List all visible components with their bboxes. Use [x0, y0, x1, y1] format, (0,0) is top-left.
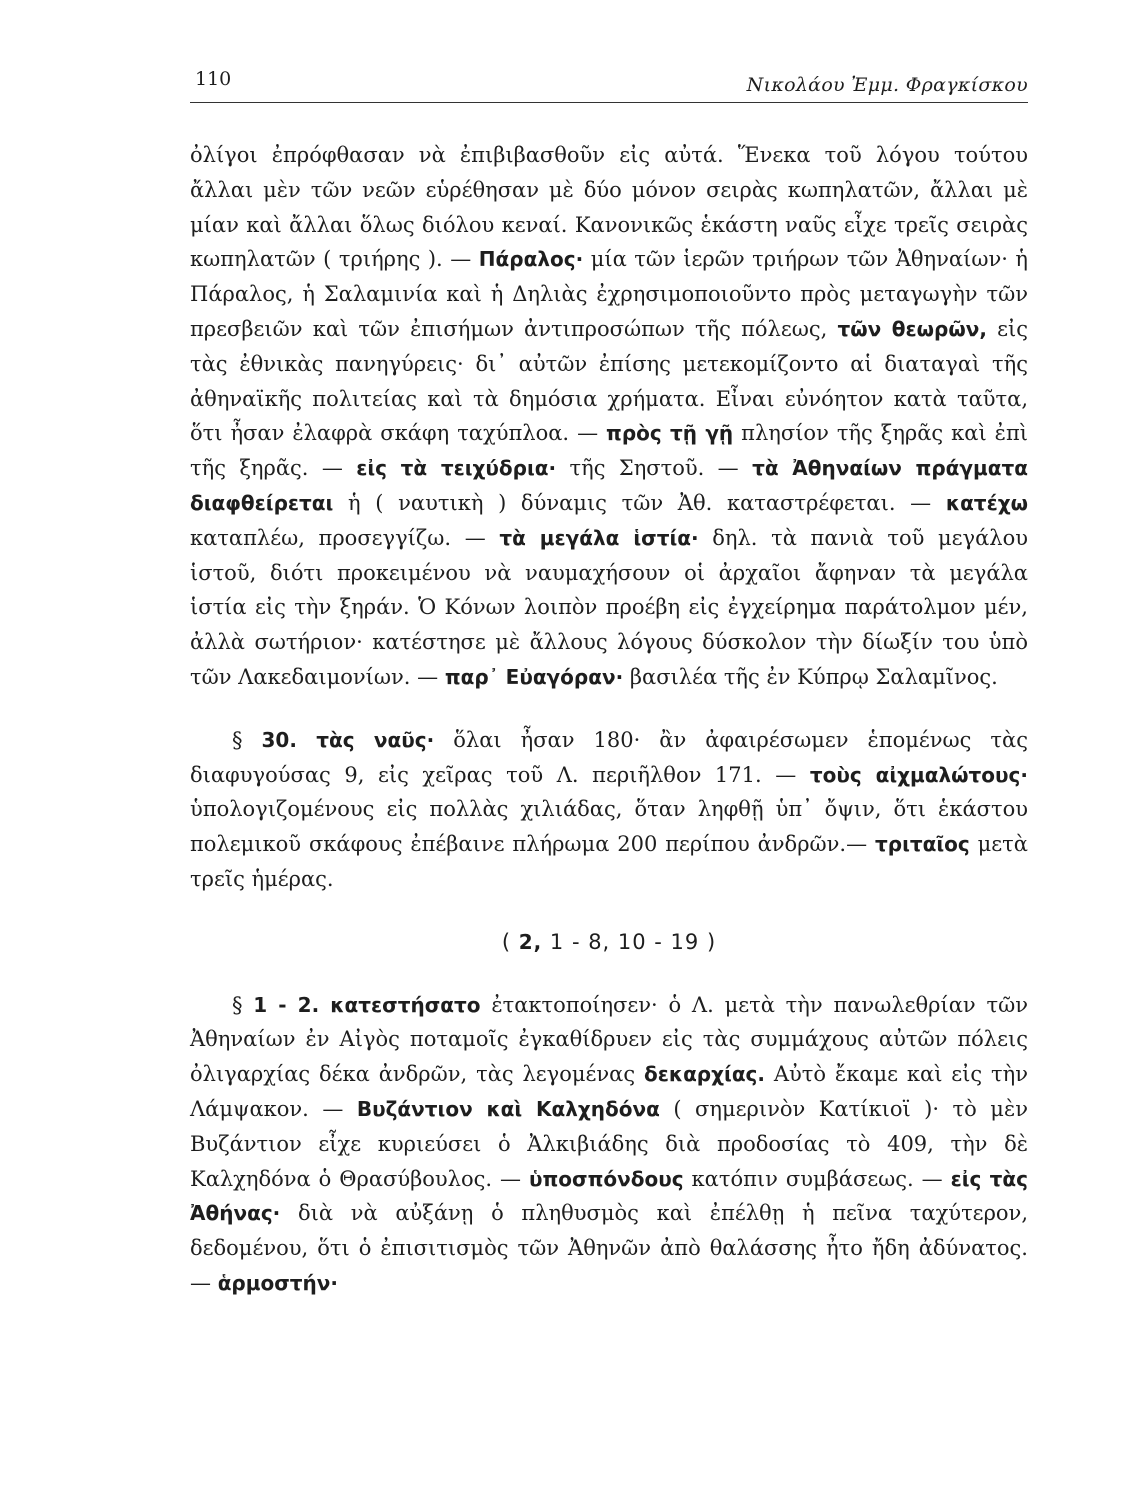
text-run: Αὐτὸ ἔκαμε καὶ εἰς τὴν Λάμψακον. — [190, 1062, 1028, 1121]
running-title: Νικολάου Ἐμμ. Φραγκίσκου [746, 74, 1028, 96]
text-run: δηλ. τὰ πανιὰ τοῦ μεγάλου ἱστοῦ, διότι προκειμένου νὰ ναυμαχήσουν οἱ ἀρχαῖοι ἄφηναν τὰ μεγάλα ἱστία εἰς τὴν ξηράν. Ὁ Κόνων λοιπὸν προέβη εἰς ἐγχείρημα παράτολμον μέν, ἀλλὰ σωτήριον· κατέστησε μὲ ἄλλους λόγους δύσκολον τὴν δίωξίν του ὑπὸ τῶν Λακεδαιμονίων. — [190, 525, 1028, 689]
text-run: ἡ ( ναυτικὴ ) δύναμις τῶν Ἀθ. καταστρέφεται. — [333, 490, 946, 515]
text-run: βασιλέα τῆς ἐν Κύπρῳ Σαλαμῖνος. [623, 664, 998, 689]
bold-term: παρ᾽ Εὐαγόραν· [444, 664, 624, 689]
bold-term: εἰς τὰ τειχύδρια· [356, 456, 557, 481]
bold-term: 2, [518, 929, 543, 954]
bold-term: Πάραλος· [478, 247, 584, 272]
bold-term: τὰ Ἀθηναίων πράγματα διαφθείρεται [190, 456, 1028, 515]
text-run: εἰς τὰς ἐθνικὰς πανηγύρεις· δι᾽ αὐτῶν ἐπίσης μετεκομίζοντο αἱ διαταγαὶ τῆς ἀθηναϊκῆς πολιτείας καὶ τὰ δημόσια χρήματα. Εἶναι εὐνόητον κατὰ ταῦτα, ὅτι ἦσαν ἐλαφρὰ σκάφη ταχύπλοα. — [190, 316, 1028, 446]
text-run: μία τῶν ἱερῶν τριήρων τῶν Ἀθηναίων· ἡ Πάραλος, ἡ Σαλαμινία καὶ ἡ Δηλιὰς ἐχρησιμοποιοῦντο πρὸς μεταγωγὴν τῶν πρεσβειῶν καὶ τῶν ἐπισήμων ἀντιπροσώπων τῆς πόλεως, [190, 247, 1028, 341]
text-run: τῆς Σηστοῦ. — [556, 456, 753, 481]
bold-term: 1 - 2. κατεστήσατο [253, 992, 481, 1017]
bold-term: ὑποσπόνδους [528, 1166, 684, 1191]
bold-term: τῶν θεωρῶν, [837, 316, 987, 341]
bold-term: τοὺς αἰχμαλώτους· [809, 762, 1028, 787]
text-run: ὀλίγοι ἐπρόφθασαν νὰ ἐπιβιβασθοῦν εἰς αὐτά. Ἕνεκα τοῦ λόγου τούτου ἄλλαι μὲν τῶν νεῶν εὑρέθησαν μὲ δύο μόνον σειρὰς κωπηλατῶν, ἄλλαι μὲ μίαν καὶ ἄλλαι ὅλως διόλου κεναί. Κανονικῶς ἑκάστη ναῦς εἶχε τρεῖς σειρὰς κωπηλατῶν ( τριήρης ). — [190, 143, 1028, 272]
text-run: § [232, 727, 262, 752]
page-number: 110 [195, 68, 232, 90]
text-run: ( σημερινὸν Κατίκιοϊ )· τὸ μὲν Βυζάντιον εἶχε κυριεύσει ὁ Ἀλκιβιάδης διὰ προδοσίας τὸ 409, τὴν δὲ Καλχηδόνα ὁ Θρασύβουλος. — [190, 1096, 1028, 1191]
text-run: ἐτακτοποίησεν· ὁ Λ. μετὰ τὴν πανωλεθρίαν τῶν Ἀθηναίων ἐν Αἰγὸς ποταμοῖς ἐγκαθίδρυεν εἰς τὰς συμμάχους αὐτῶν πόλεις ὀλιγαρχίας δέκα ἀνδρῶν, τὰς λεγομένας [190, 992, 1028, 1087]
text-run: ὅλαι ἦσαν 180· ἂν ἀφαιρέσωμεν ἑπομένως τὰς διαφυγούσας 9, εἰς χεῖρας τοῦ Λ. περιῆλθον 171. — [190, 727, 1028, 787]
text-run: ὑπολογιζομένους εἰς πολλὰς χιλιάδας, ὅταν ληφθῇ ὑπ᾽ ὄψιν, ὅτι ἑκάστου πολεμικοῦ σκάφους ἐπέβαινε πλήρωμα 200 περίπου ἀνδρῶν.— [190, 797, 1028, 857]
bold-term: τριταῖος [875, 832, 970, 857]
text-run: κατόπιν συμβάσεως. — [683, 1166, 951, 1191]
bold-term: τὰ μεγάλα ἱστία· [499, 525, 699, 550]
text-run: διὰ νὰ αὐξάνῃ ὁ πληθυσμὸς καὶ ἐπέλθῃ ἡ πεῖνα ταχύτερον, δεδομένου, ὅτι ὁ ἐπισιτισμὸς τῶν Ἀθηνῶν ἀπὸ θαλάσσης ἦτο ἤδη ἀδύνατος. — [190, 1201, 1028, 1295]
bold-term: δεκαρχίας. [643, 1062, 766, 1087]
text-run: καταπλέω, προσεγγίζω. — [190, 525, 500, 550]
paragraph-section-30 [190, 723, 1028, 897]
text-run: πλησίον τῆς ξηρᾶς καὶ ἐπὶ τῆς ξηρᾶς. — [190, 421, 1028, 481]
page-header [190, 66, 1028, 103]
section-heading [190, 925, 1028, 960]
bold-term: εἰς τὰς Ἀθήνας· [190, 1166, 1028, 1226]
text-run: ( [501, 929, 519, 954]
bold-term: Βυζάντιον καὶ Καλχηδόνα [356, 1096, 660, 1121]
paragraph-section-1-2 [190, 988, 1028, 1301]
text-run: § [232, 992, 254, 1017]
paragraph-continuation [190, 138, 1028, 695]
bold-term: πρὸς τῇ γῇ [606, 421, 734, 446]
body-text [190, 138, 1028, 1301]
text-run: μετὰ τρεῖς ἡμέρας. [190, 832, 1028, 891]
text-run: 1 - 8, 10 - 19 ) [542, 929, 717, 954]
bold-term: κατέχω [945, 490, 1028, 515]
bold-term: ἁρμοστήν· [217, 1270, 338, 1295]
bold-term: 30. τὰς ναῦς· [261, 727, 435, 752]
